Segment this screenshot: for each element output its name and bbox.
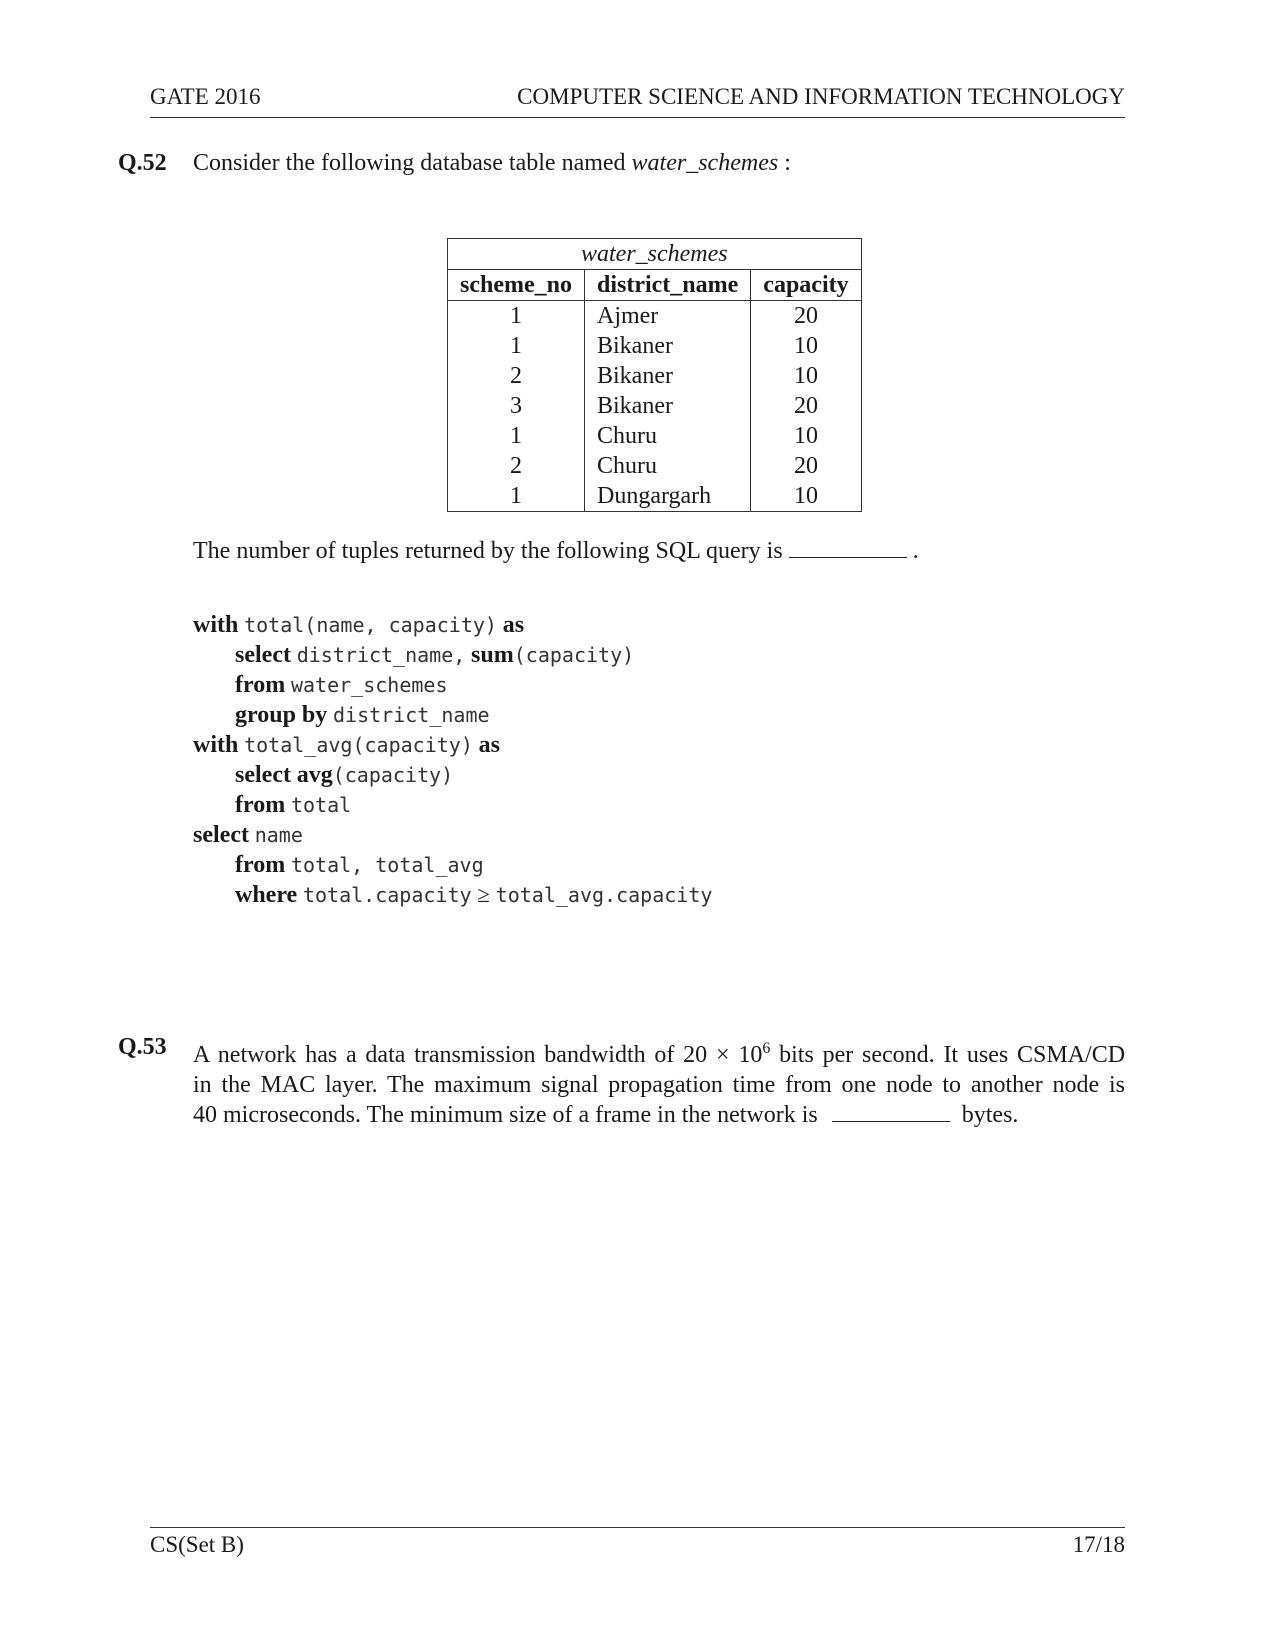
sql-code: name [254,823,303,847]
col-header-district-name: district_name [584,270,750,301]
sql-keyword: select [193,822,249,848]
table-row [448,481,862,512]
sql-code: water_schemes [290,673,448,697]
sql-line [193,760,712,790]
header-exam-title: GATE 2016 [150,84,261,109]
sql-keyword: as [478,732,500,758]
times-symbol: × [715,1042,730,1068]
sql-line [193,880,712,910]
cell-capacity: 10 [751,481,861,512]
cell-scheme-no: 1 [448,421,585,451]
q53-text: bytes. [961,1102,1019,1128]
cell-capacity: 20 [751,301,861,332]
cell-district-name: Dungargarh [584,481,750,512]
table-row [448,421,862,451]
q53-text: bits per second. It uses CSMA/CD [779,1042,1126,1068]
cell-scheme-no: 1 [448,331,585,361]
q53-body [193,1034,1125,1130]
cell-scheme-no: 3 [448,391,585,421]
q52-intro [193,150,791,177]
sql-code: total_avg.capacity [495,883,713,907]
sql-line [193,820,712,850]
sql-code: (capacity) [332,763,454,787]
sql-code: total [290,793,352,817]
q53-line-2: in the MAC layer. The maximum signal propagation time from one node to another node is [193,1072,1125,1098]
cell-capacity: 10 [751,331,861,361]
cell-district-name: Bikaner [584,391,750,421]
cell-district-name: Churu [584,451,750,481]
sql-line [193,700,712,730]
cell-capacity: 10 [751,421,861,451]
sql-line [193,610,712,640]
table-row [448,451,862,481]
sql-line [193,730,712,760]
sql-keyword: from [235,672,286,698]
q53-line-1 [193,1034,1125,1070]
answer-blank [789,539,907,558]
q53-line-3 [193,1100,1125,1130]
col-header-scheme-no: scheme_no [448,270,585,301]
sql-line [193,850,712,880]
q52-question-end: . [912,538,919,564]
table-row [448,331,862,361]
sql-keyword: sum [471,642,514,668]
sql-line [193,670,712,700]
q53-text: A network has a data transmission bandwidth of 20 [193,1042,708,1068]
table-caption: water_schemes [448,239,862,270]
sql-keyword: with [193,732,239,758]
sql-code: district_name [333,703,490,727]
cell-scheme-no: 2 [448,451,585,481]
header-rule [150,117,1125,118]
cell-scheme-no: 1 [448,301,585,332]
sql-query [193,610,712,910]
sql-keyword: as [502,612,525,638]
water-schemes-table [447,238,862,512]
cell-district-name: Ajmer [584,301,750,332]
q52-question [193,538,919,565]
answer-blank [832,1103,950,1122]
sql-keyword: select [235,762,291,788]
q52-question-text: The number of tuples returned by the following SQL query is [193,538,783,564]
sql-line [193,790,712,820]
q53-label: Q.53 [118,1034,167,1060]
col-header-capacity: capacity [751,270,861,301]
sql-code: total.capacity [302,883,472,907]
footer-set-label: CS(Set B) [150,1532,244,1557]
cell-scheme-no: 1 [448,481,585,512]
sql-keyword: select [235,642,291,668]
cell-capacity: 20 [751,391,861,421]
cell-district-name: Churu [584,421,750,451]
cell-capacity: 10 [751,361,861,391]
table-row [448,361,862,391]
footer-rule [150,1527,1125,1528]
q52-table-name: water_schemes [631,150,779,176]
header-subject-title: COMPUTER SCIENCE AND INFORMATION TECHNOLOGY [517,84,1125,109]
q52-intro-text: Consider the following database table named [193,150,626,176]
sql-code: total, total_avg [290,853,484,877]
sql-keyword: from [235,792,286,818]
q53-text: 10 [738,1042,763,1068]
table-row [448,391,862,421]
q52-label: Q.52 [118,150,167,176]
sql-keyword: avg [296,762,333,788]
table-row [448,301,862,332]
sql-keyword: where [235,882,298,908]
sql-code: total(name, capacity) [244,613,497,637]
q52-intro-end: : [784,150,791,176]
sql-keyword: from [235,852,286,878]
cell-scheme-no: 2 [448,361,585,391]
sql-keyword: with [193,612,239,638]
cell-district-name: Bikaner [584,361,750,391]
exponent: 6 [762,1040,771,1057]
sql-line [193,640,712,670]
sql-code: total_avg(capacity) [244,733,473,757]
sql-code: (capacity) [513,643,635,667]
cell-capacity: 20 [751,451,861,481]
sql-operator: ≥ [477,882,490,907]
q53-text: 40 microseconds. The minimum size of a frame in the network is [193,1102,818,1128]
sql-keyword: group by [235,702,328,728]
sql-code: district_name, [296,643,466,667]
cell-district-name: Bikaner [584,331,750,361]
page-number: 17/18 [1072,1532,1125,1557]
